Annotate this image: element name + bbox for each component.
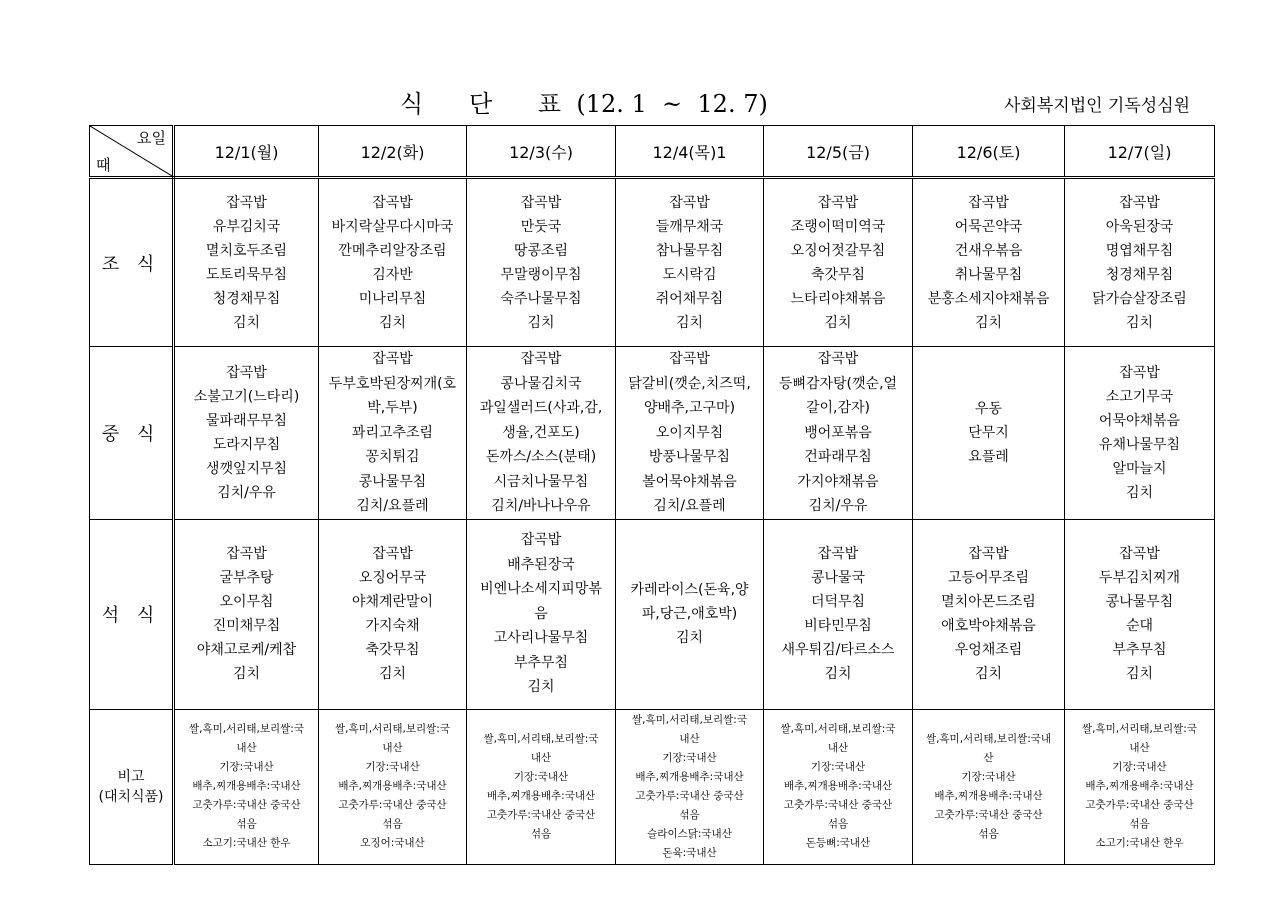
menu-item: 김치 [378, 666, 407, 682]
menu-item: 기장:국내산 [662, 751, 717, 764]
menu-item: 부추무침 [1112, 642, 1167, 658]
menu-item: 명엽채무침 [1105, 242, 1174, 259]
menu-item: 김치/바나나우유 [491, 498, 591, 514]
menu-item: 잡곡밥 [968, 546, 1009, 562]
menu-item: 김치 [824, 666, 852, 682]
menu-item: 김치 [1125, 666, 1154, 682]
menu-item: 물파래무무침 [205, 412, 288, 429]
menu-item: 내산 [530, 751, 552, 764]
menu-item: 가지숙채 [365, 618, 420, 634]
menu-cell [913, 709, 1065, 864]
menu-item: 아욱된장국 [1105, 218, 1174, 235]
menu-item: 기장:국내산 [219, 761, 274, 773]
menu-cell [319, 709, 467, 864]
menu-item: 섞음 [382, 818, 403, 830]
menu-cell [764, 178, 913, 347]
menu-item: 건새우볶음 [954, 242, 1023, 259]
menu-item: 잡곡밥 [817, 194, 859, 211]
menu-item: 콩나물무침 [1105, 594, 1174, 610]
menu-item: 돈육:국내산 [662, 846, 717, 859]
menu-item: 카레라이스(돈육,양 [630, 582, 749, 598]
menu-item: 축갓무침 [365, 642, 420, 658]
menu-item: 잡곡밥 [226, 546, 267, 562]
menu-item: 만둣국 [520, 218, 562, 235]
menu-item: 시금치나물무침 [493, 473, 589, 490]
menu-item: 김치 [974, 666, 1003, 682]
dinner-row [90, 519, 1215, 709]
menu-item: 두부호박된장찌개(호 [328, 375, 457, 392]
menu-item: 볼어묵야채볶음 [642, 473, 737, 490]
menu-cell [616, 178, 764, 347]
menu-item: 조랭이떡미역국 [790, 218, 886, 235]
menu-cell [467, 519, 616, 709]
menu-item: 김치 [974, 314, 1003, 331]
menu-item: 산 [983, 751, 994, 764]
menu-item: 배추,찌개용배추:국내산 [934, 789, 1043, 802]
menu-item: 섞음 [236, 818, 257, 830]
menu-cell [1065, 709, 1215, 864]
menu-item: 무말랭이무침 [500, 266, 582, 283]
menu-item: 분홍소세지야채볶음 [927, 290, 1050, 307]
menu-cell [764, 709, 913, 864]
menu-item: 박,두부) [367, 400, 418, 416]
menu-item: 배추,찌개용배추:국내산 [783, 780, 893, 792]
menu-item: 쌀,흑미,서리태,보리쌀:국 [483, 732, 599, 745]
menu-item: 부추무침 [513, 654, 569, 671]
menu-item: 김자반 [372, 266, 413, 283]
menu-item: 섞음 [679, 808, 700, 821]
breakfast-label: 조 식 [90, 178, 174, 347]
menu-item: 소고기무국 [1105, 388, 1174, 405]
menu-item: 콩나물국 [810, 570, 866, 586]
menu-cell [1065, 519, 1215, 709]
menu-item: 배추,찌개용배추:국내산 [1085, 780, 1194, 792]
menu-item: 더덕무침 [810, 594, 866, 610]
menu-item: 잡곡밥 [372, 351, 413, 367]
menu-item: 건파래무침 [804, 449, 872, 465]
menu-item: 멸치호두조림 [205, 242, 288, 259]
menu-item: 기장:국내산 [810, 761, 866, 773]
menu-item: 김치 [824, 314, 852, 331]
menu-item: 기장:국내산 [1112, 761, 1167, 773]
menu-item: 쌀,흑미,서리태,보리쌀:국 [1082, 723, 1197, 735]
menu-item: 오이무침 [219, 594, 274, 610]
menu-item: 김치/요플레 [653, 498, 726, 514]
menu-item: 야채계란말이 [351, 594, 434, 610]
menu-item: 돈까스/소스(분태) [485, 449, 597, 465]
menu-item: 깐메추리알장조림 [338, 242, 447, 259]
menu-item: 오징어젓갈무침 [790, 242, 886, 259]
menu-item: 오징어:국내산 [360, 837, 425, 849]
menu-item: 참나물무침 [655, 242, 724, 259]
day-header-wed: 12/3(수) [467, 126, 616, 178]
menu-item: 김치/우유 [808, 498, 868, 514]
menu-item: 고춧가루:국내산 중국산 [338, 799, 447, 811]
menu-item: 고춧가루:국내산 중국산 [192, 799, 301, 811]
menu-item: 닭갈비(깻순,치즈떡, [628, 375, 751, 392]
menu-item: 잡곡밥 [520, 194, 562, 211]
menu-item: 뱅어포볶음 [804, 424, 872, 441]
menu-item: 오징어무국 [358, 570, 427, 586]
menu-item: 슬라이스닭:국내산 [647, 827, 732, 840]
menu-item: 느타리야채볶음 [790, 290, 886, 307]
menu-item: 갈이,감자) [805, 400, 870, 416]
menu-cell [616, 709, 764, 864]
menu-cell [174, 178, 319, 347]
menu-item: 잡곡밥 [1119, 546, 1160, 562]
menu-item: 배추,찌개용배추:국내산 [192, 780, 301, 792]
menu-cell [319, 519, 467, 709]
menu-item: 배추된장국 [507, 556, 575, 573]
menu-item: 꽁치튀김 [365, 449, 420, 465]
menu-item: 등뼈감자탕(깻순,얼 [778, 375, 898, 392]
menu-item: 어묵곤약국 [954, 218, 1023, 235]
header-row [90, 126, 1215, 178]
menu-item: 고등어무조림 [947, 570, 1030, 586]
menu-item: 김치/우유 [217, 484, 276, 501]
menu-item: 두부김치찌개 [1098, 570, 1181, 586]
dinner-label: 석 식 [90, 519, 174, 709]
menu-item: 콩나물무침 [358, 473, 427, 490]
menu-item: 배추,찌개용배추:국내산 [486, 789, 596, 802]
menu-cell [319, 347, 467, 520]
day-header-fri: 12/5(금) [764, 126, 913, 178]
menu-item: 도토리묵무침 [205, 266, 288, 283]
menu-item: 잡곡밥 [669, 351, 710, 367]
menu-cell [1065, 178, 1215, 347]
menu-item: 순대 [1125, 618, 1154, 634]
menu-item: 기장:국내산 [365, 761, 420, 773]
menu-item: 고사리나물무침 [493, 630, 589, 647]
menu-item: 잡곡밥 [226, 364, 267, 381]
menu-item: 배추,찌개용배추:국내산 [635, 770, 744, 783]
menu-cell [467, 178, 616, 347]
menu-item: 양배추,고구마) [643, 400, 736, 416]
menu-item: 비엔나소세지피망볶 [480, 581, 602, 598]
meal-label: 때 [96, 156, 111, 174]
menu-cell [319, 178, 467, 347]
menu-item: 단무지 [968, 424, 1009, 441]
menu-item: 섞음 [978, 827, 999, 840]
menu-item: 잡곡밥 [669, 194, 710, 211]
menu-cell [913, 178, 1065, 347]
menu-item: 쌀,흑미,서리태,보리쌀:국 [632, 713, 747, 726]
menu-item: 어묵야채볶음 [1098, 412, 1181, 429]
menu-item: 미나리무침 [358, 290, 427, 307]
menu-item: 잡곡밥 [520, 532, 562, 549]
menu-item: 요플레 [968, 448, 1009, 465]
menu-cell [1065, 347, 1215, 520]
menu-cell [467, 347, 616, 520]
menu-item: 고춧가루:국내산 중국산 [783, 799, 893, 811]
menu-item: 잡곡밥 [520, 351, 562, 367]
menu-item: 김치/요플레 [356, 498, 429, 514]
menu-item: 김치 [1125, 484, 1154, 501]
menu-item: 김치 [378, 314, 407, 331]
menu-item: 땅콩조림 [513, 242, 569, 259]
menu-item: 내산 [827, 742, 849, 754]
weekly-menu-table [89, 125, 1215, 865]
menu-item: 돈등뼈:국내산 [805, 837, 871, 849]
menu-item: 생율,건포도) [502, 424, 580, 441]
menu-item: 고춧가루:국내산 중국산 [635, 789, 744, 802]
menu-title: 식 단 표 (12. 1 ~ 12. 7) [400, 90, 768, 118]
menu-item: 고춧가루:국내산 중국산 [1085, 799, 1194, 811]
menu-item: 잡곡밥 [817, 351, 859, 367]
menu-item: 잡곡밥 [1119, 364, 1160, 381]
menu-item: 기장:국내산 [961, 770, 1016, 783]
menu-item: 애호박야채볶음 [941, 618, 1036, 634]
menu-item: 우동 [974, 400, 1003, 417]
breakfast-row [90, 178, 1215, 347]
menu-item: 도라지무침 [212, 436, 281, 453]
menu-item: 콩나물김치국 [500, 375, 582, 392]
day-label: 요일 [137, 129, 166, 147]
menu-item: 취나물무침 [954, 266, 1023, 283]
menu-item: 청경채무침 [1105, 266, 1174, 283]
menu-item: 잡곡밥 [226, 194, 267, 211]
menu-item: 섞음 [827, 818, 849, 830]
menu-cell [174, 347, 319, 520]
menu-item: 야채고로케/케찹 [196, 642, 297, 658]
menu-cell [616, 519, 764, 709]
menu-item: 파,당근,애호박) [641, 606, 738, 622]
menu-item: 새우튀김/타르소스 [781, 642, 895, 658]
menu-item: 비타민무침 [804, 618, 872, 634]
menu-item: 도시락김 [662, 266, 717, 283]
menu-item: 고춧가루:국내산 중국산 [486, 808, 596, 821]
menu-item: 숙주나물무침 [500, 290, 582, 307]
menu-item: 멸치아몬드조림 [941, 594, 1036, 610]
notes-row [90, 709, 1215, 864]
menu-item: 들깨무채국 [655, 218, 724, 235]
menu-item: 소불고기(느타리) [193, 388, 300, 405]
menu-item: 김치 [675, 630, 704, 646]
corner-header-cell [90, 126, 174, 178]
menu-item: 바지락살무다시마국 [331, 218, 454, 235]
day-header-sat: 12/6(토) [913, 126, 1065, 178]
menu-cell [616, 347, 764, 520]
menu-item: 알마늘지 [1112, 460, 1167, 477]
menu-cell [174, 709, 319, 864]
menu-item: 잡곡밥 [1119, 194, 1160, 211]
menu-item: 유채나물무침 [1098, 436, 1181, 453]
day-header-tue: 12/2(화) [319, 126, 467, 178]
menu-item: 내산 [1129, 742, 1150, 754]
day-header-sun: 12/7(일) [1065, 126, 1215, 178]
menu-cell [913, 519, 1065, 709]
menu-item: 잡곡밥 [372, 546, 413, 562]
menu-cell [764, 519, 913, 709]
menu-item: 유부김치국 [212, 218, 281, 235]
menu-item: 가지야채볶음 [797, 473, 879, 490]
menu-item: 김치 [232, 666, 261, 682]
menu-item: 내산 [679, 732, 700, 745]
menu-item: 쌀,흑미,서리태,보리쌀:국 [335, 723, 450, 735]
menu-item: 고춧가루:국내산 중국산 [934, 808, 1043, 821]
menu-item: 진미채무침 [212, 618, 281, 634]
menu-item: 오이지무침 [655, 424, 724, 441]
menu-item: 쥐어채무침 [655, 290, 724, 307]
notes-label: 비고 (대치식품) [90, 709, 174, 864]
lunch-row [90, 347, 1215, 520]
menu-item: 생깻잎지무침 [205, 460, 288, 477]
menu-item: 쌀,흑미,서리태,보리쌀:국 [189, 723, 304, 735]
menu-item: 김치 [527, 679, 555, 696]
menu-item: 배추,찌개용배추:국내산 [338, 780, 447, 792]
day-header-mon: 12/1(월) [174, 126, 319, 178]
menu-item: 축갓무침 [810, 266, 866, 283]
menu-item: 내산 [236, 742, 257, 754]
menu-item: 청경채무침 [212, 290, 281, 307]
menu-cell [913, 347, 1065, 520]
menu-item: 꽈리고추조림 [351, 424, 434, 441]
menu-item: 소고기:국내산 한우 [202, 837, 291, 849]
menu-item: 섞음 [1129, 818, 1150, 830]
menu-item: 닭가슴살장조림 [1092, 290, 1187, 307]
menu-item: 과일샐러드(사과,감, [479, 400, 603, 416]
menu-item: 쌀,흑미,서리태,보리쌀:국 [780, 723, 896, 735]
organization-name: 사회복지법인 기독성심원 [1004, 96, 1191, 116]
menu-item: 김치 [527, 314, 555, 331]
menu-item: 섞음 [530, 827, 552, 840]
menu-item: 방풍나물무침 [648, 449, 731, 465]
menu-item: 쌀,흑미,서리태,보리쌀:국내 [925, 732, 1052, 745]
menu-item: 기장:국내산 [513, 770, 569, 783]
menu-item: 김치 [1125, 314, 1154, 331]
lunch-label: 중 식 [90, 347, 174, 520]
menu-item: 김치 [675, 314, 704, 331]
menu-item: 잡곡밥 [817, 546, 859, 562]
menu-item: 잡곡밥 [372, 194, 413, 211]
menu-item: 음 [534, 605, 548, 622]
menu-cell [764, 347, 913, 520]
menu-item: 소고기:국내산 한우 [1095, 837, 1184, 849]
menu-item: 내산 [382, 742, 403, 754]
day-header-thu: 12/4(목)1 [616, 126, 764, 178]
menu-item: 우엉채조림 [954, 642, 1023, 658]
menu-cell [467, 709, 616, 864]
menu-cell [174, 519, 319, 709]
menu-item: 굴부추탕 [219, 570, 274, 586]
menu-item: 잡곡밥 [968, 194, 1009, 211]
menu-item: 김치 [232, 314, 261, 331]
